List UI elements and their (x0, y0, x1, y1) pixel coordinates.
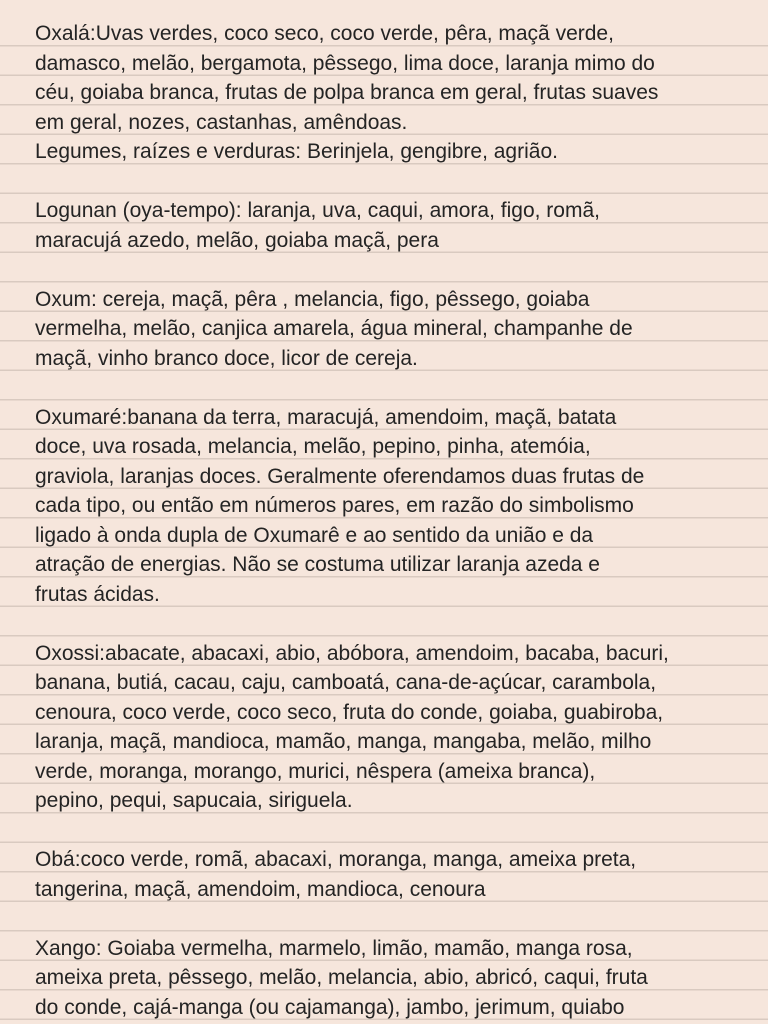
text-line: Oxossi:abacate, abacaxi, abio, abóbora, amendoim, bacaba, bacuri, (35, 641, 669, 665)
paragraph-oxum (35, 285, 757, 374)
paragraph-gap (35, 816, 757, 846)
text-line: cada tipo, ou então em números pares, em razão do simbolismo (35, 494, 634, 517)
paragraph-logunan (35, 196, 757, 255)
paragraph-oxossi (35, 639, 757, 816)
text-line: banana, butiá, cacau, caju, camboatá, cana-de-açúcar, carambola, (35, 671, 657, 694)
text-line: céu, goiaba branca, frutas de polpa branca em geral, frutas suaves (35, 81, 659, 104)
text-line: vermelha, melão, canjica amarela, água mineral, champanhe de (35, 317, 633, 340)
text-line: damasco, melão, bergamota, pêssego, lima doce, laranja mimo do (35, 51, 655, 75)
text-line: Xango: Goiaba vermelha, marmelo, limão, mamão, manga rosa, (35, 936, 633, 960)
paragraph-xango (35, 934, 757, 1023)
text-line: Obá:coco verde, romã, abacaxi, moranga, manga, ameixa preta, (35, 848, 637, 871)
paragraph-gap (35, 904, 757, 934)
text-line: laranja, maçã, mandioca, mamão, manga, mangaba, melão, milho (35, 730, 652, 753)
note-body (35, 19, 757, 1022)
paragraph-oxala (35, 19, 757, 167)
text-line: Oxumaré:banana da terra, maracujá, amendoim, maçã, batata (35, 405, 617, 429)
text-line: tangerina, maçã, amendoim, mandioca, cenoura (35, 877, 486, 901)
paragraph-oxumare (35, 403, 757, 610)
text-line: ligado à onda dupla de Oxumarê e ao sentido da união e da (35, 523, 594, 547)
text-line: frutas ácidas. (35, 582, 160, 606)
text-line: graviola, laranjas doces. Geralmente oferendamos duas frutas de (35, 464, 645, 488)
text-line: maçã, vinho branco doce, licor de cereja. (35, 346, 418, 370)
text-line: do conde, cajá-manga (ou cajamanga), jambo, jerimum, quiabo (35, 995, 625, 1019)
text-line: verde, moranga, morango, murici, nêspera (ameixa branca), (35, 759, 596, 783)
text-line: Oxum: cereja, maçã, pêra , melancia, figo, pêssego, goiaba (35, 287, 590, 311)
text-line: cenoura, coco verde, coco seco, fruta do conde, goiaba, guabiroba, (35, 700, 664, 724)
paragraph-gap (35, 255, 757, 285)
text-line: ameixa preta, pêssego, melão, melancia, abio, abricó, caqui, fruta (35, 966, 648, 989)
text-line: Logunan (oya-tempo): laranja, uva, caqui, amora, figo, romã, (35, 199, 600, 222)
text-line: maracujá azedo, melão, goiaba maçã, pera (35, 228, 439, 252)
text-line: pepino, pequi, sapucaia, siriguela. (35, 789, 353, 812)
text-line: Oxalá:Uvas verdes, coco seco, coco verde, pêra, maçã verde, (35, 22, 614, 45)
paragraph-gap (35, 609, 757, 639)
text-line: em geral, nozes, castanhas, amêndoas. (35, 110, 408, 134)
text-line: atração de energias. Não se costuma utilizar laranja azeda e (35, 553, 600, 576)
paragraph-gap (35, 167, 757, 197)
text-line: Legumes, raízes e verduras: Berinjela, gengibre, agrião. (35, 140, 558, 163)
paragraph-gap (35, 373, 757, 403)
text-line: doce, uva rosada, melancia, melão, pepino, pinha, atemóia, (35, 435, 591, 458)
paragraph-oba (35, 845, 757, 904)
